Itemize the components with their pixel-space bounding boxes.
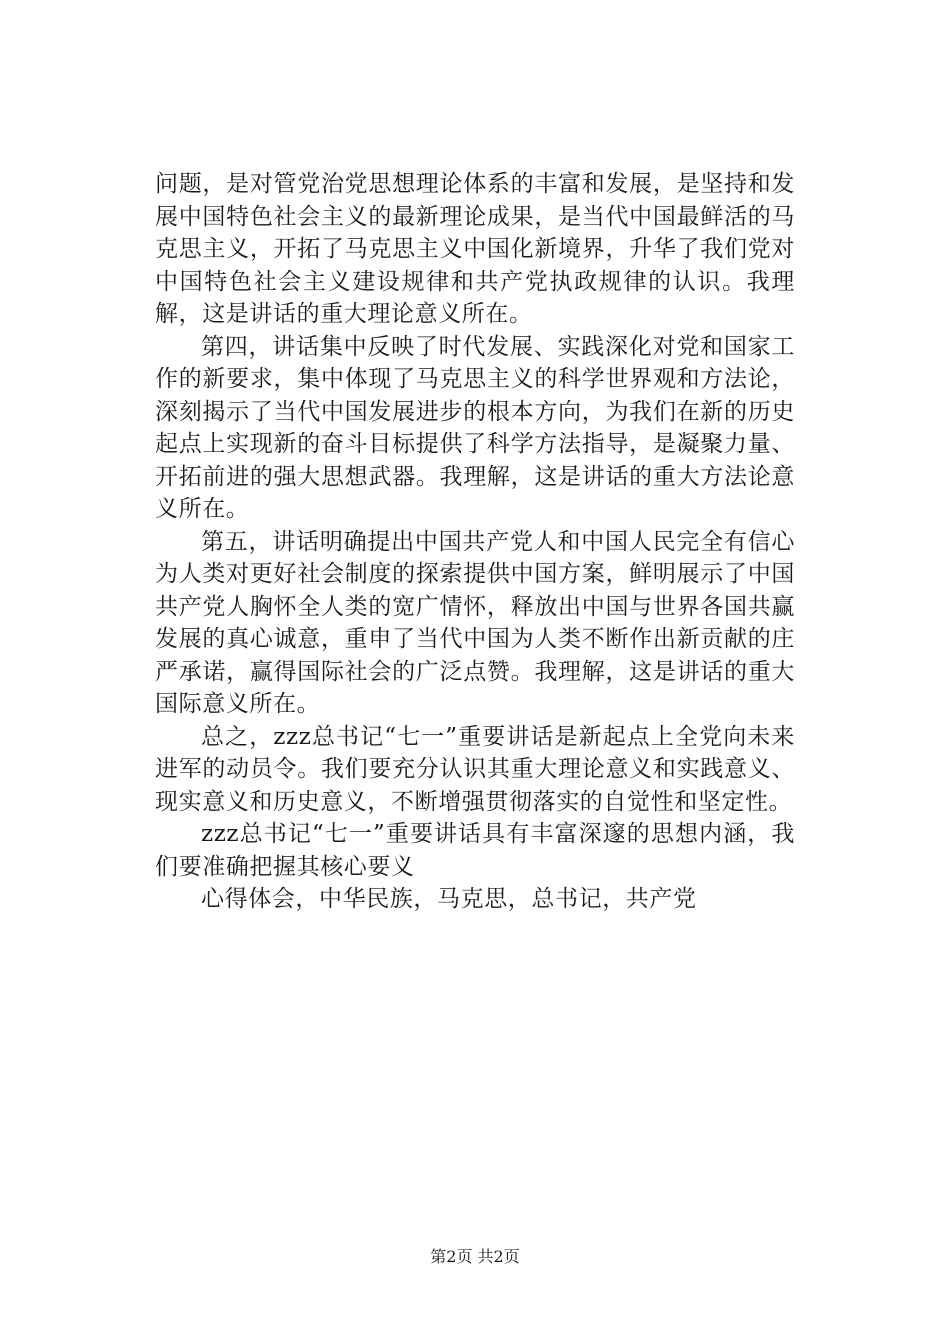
document-body (155, 168, 795, 916)
paragraph-core-essentials: zzz总书记“七一”重要讲话具有丰富深邃的思想内涵，我们要准确把握其核心要义 (155, 821, 795, 880)
keywords-line: 心得体会，中华民族，马克思，总书记，共产党 (201, 886, 697, 912)
paragraph-continuation: 问题，是对管党治党思想理论体系的丰富和发展，是坚持和发展中国特色社会主义的最新理论成果，是当代中国最鲜活的马克思主义，开拓了马克思主义中国化新境界，升华了我们党对中国特色社会主义建设规律和共产党执政规律的认识。我理解，这是讲话的重大理论意义所在。 (155, 171, 795, 327)
paragraph-summary: 总之，zzz总书记“七一”重要讲话是新起点上全党向未来进军的动员令。我们要充分认识其重大理论意义和实践意义、现实意义和历史意义，不断增强贯彻落实的自觉性和坚定性。 (155, 723, 795, 815)
paragraph-fourth-point: 第四，讲话集中反映了时代发展、实践深化对党和国家工作的新要求，集中体现了马克思主义的科学世界观和方法论，深刻揭示了当代中国发展进步的根本方向，为我们在新的历史起点上实现新的奋斗目标提供了科学方法指导，是凝聚力量、开拓前进的强大思想武器。我理解，这是讲话的重大方法论意义所在。 (155, 333, 795, 522)
paragraph-fifth-point: 第五，讲话明确提出中国共产党人和中国人民完全有信心为人类对更好社会制度的探索提供中国方案，鲜明展示了中国共产党人胸怀全人类的宽广情怀，释放出中国与世界各国共赢发展的真心诚意，重申了当代中国为人类不断作出新贡献的庄严承诺，赢得国际社会的广泛点赞。我理解，这是讲话的重大国际意义所在。 (155, 528, 795, 717)
page-number-footer: 第2页 共2页 (430, 1247, 520, 1266)
